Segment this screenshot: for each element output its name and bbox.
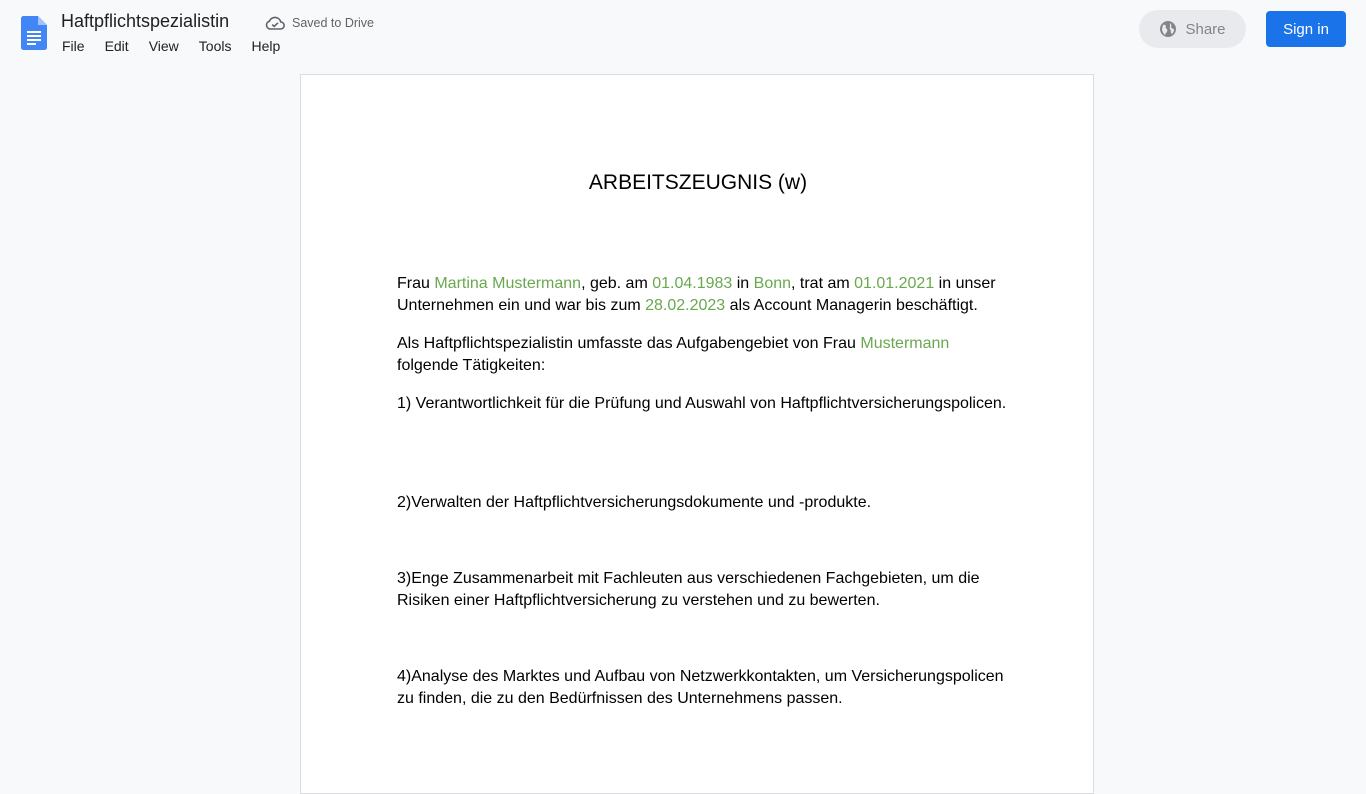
document-page[interactable] <box>300 74 1094 794</box>
menu-edit[interactable]: Edit <box>104 38 129 54</box>
sign-in-button[interactable]: Sign in <box>1266 11 1346 47</box>
duties-intro-paragraph: Als Haftpflichtspezialistin umfasste das Aufgabengebiet von Frau Mustermann folgende Tätigkeiten: <box>397 335 950 374</box>
app-header <box>0 0 1366 62</box>
document-heading: ARBEITSZEUGNIS (w) <box>588 171 808 194</box>
globe-icon <box>1159 20 1177 38</box>
docs-logo-icon[interactable] <box>21 16 47 50</box>
start-date: 01.01.2021 <box>854 275 935 292</box>
menu-file[interactable]: File <box>62 38 85 54</box>
employee-surname: Mustermann <box>860 335 950 352</box>
save-status[interactable] <box>265 14 374 32</box>
birth-city: Bonn <box>753 275 792 292</box>
task-item-3: 3)Enge Zusammenarbeit mit Fachleuten aus verschiedenen Fachgebieten, um die Risiken einer Haftpflichtversicherung zu verstehen und zu bewerten. <box>397 570 980 609</box>
intro-paragraph: Frau Martina Mustermann, geb. am 01.04.1983 in Bonn, trat am 01.01.2021 in unser Unternehmen ein und war bis zum 28.02.2023 als Account Managerin beschäftigt. <box>397 275 996 314</box>
task-item-2: 2)Verwalten der Haftpflichtversicherungsdokumente und -produkte. <box>397 494 872 511</box>
end-date: 28.02.2023 <box>645 297 726 314</box>
cloud-done-icon <box>265 16 285 30</box>
employee-name: Martina Mustermann <box>434 275 582 292</box>
menu-view[interactable]: View <box>148 38 179 54</box>
birth-date: 01.04.1983 <box>652 275 733 292</box>
task-item-1: 1) Verantwortlichkeit für die Prüfung und Auswahl von Haftpflichtversicherungspolicen. <box>397 395 1007 412</box>
share-label: Share <box>1185 20 1226 38</box>
task-item-4: 4)Analyse des Marktes und Aufbau von Netzwerkkontakten, um Versicherungspolicen zu finden, die zu den Bedürfnissen des Unternehmens passen. <box>397 668 1004 707</box>
share-button[interactable] <box>1139 10 1246 48</box>
menu-bar <box>52 37 290 57</box>
menu-tools[interactable]: Tools <box>198 38 232 54</box>
save-status-label: Saved to Drive <box>292 16 374 30</box>
document-title[interactable]: Haftpflichtspezialistin <box>61 11 230 31</box>
menu-help[interactable]: Help <box>251 38 281 54</box>
